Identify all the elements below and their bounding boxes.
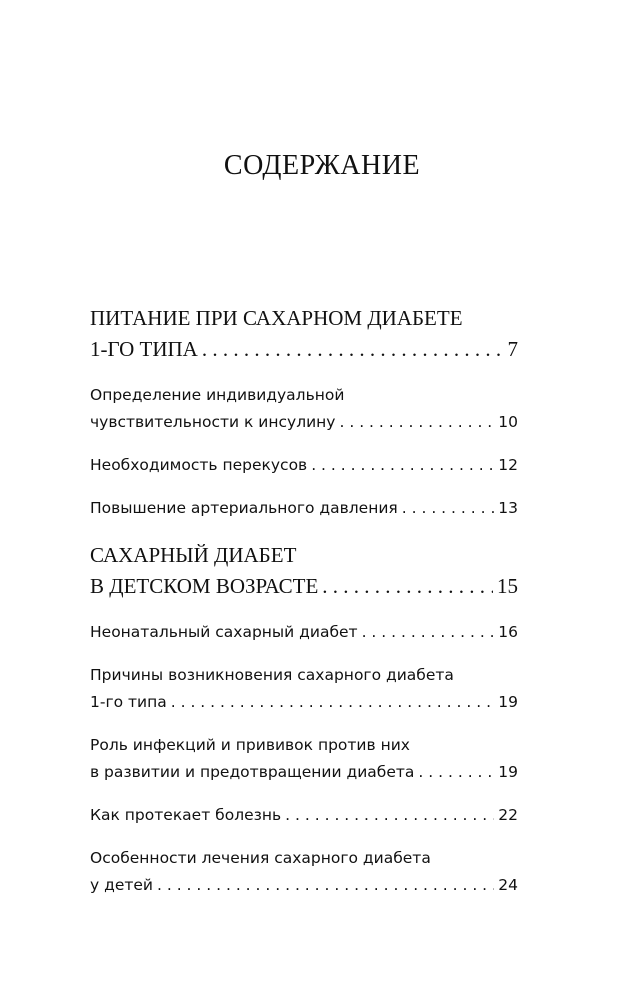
dot-leader — [322, 571, 493, 602]
dot-leader — [311, 452, 494, 479]
page-number: 19 — [498, 763, 518, 781]
toc-entry-text: у детей — [90, 876, 153, 894]
toc-chapter-1[interactable] — [90, 303, 518, 365]
page-number: 7 — [507, 337, 518, 361]
toc-entry-text: Повышение артериального давления — [90, 499, 398, 517]
dot-leader — [362, 619, 495, 646]
toc-entry-text: Необходимость перекусов — [90, 456, 308, 474]
toc-entry-text: 1-ГО ТИПА — [90, 337, 198, 361]
toc-entry-text: В ДЕТСКОМ ВОЗРАСТЕ — [90, 574, 319, 598]
page-number: 15 — [497, 574, 518, 598]
dot-leader — [285, 802, 494, 829]
dot-leader — [157, 872, 494, 899]
toc-section-2[interactable] — [90, 452, 518, 479]
dot-leader — [202, 334, 504, 365]
toc-section-6[interactable] — [90, 732, 518, 786]
toc-entry-text: 1-го типа — [90, 693, 167, 711]
page-number: 16 — [498, 623, 518, 641]
toc-entry-text: чувствительности к инсулину — [90, 413, 336, 431]
page-number: 13 — [498, 499, 518, 517]
dot-leader — [339, 409, 494, 436]
toc-entry-text: ПИТАНИЕ ПРИ САХАРНОМ ДИАБЕТЕ — [90, 306, 463, 330]
page-number: 12 — [498, 456, 518, 474]
toc-chapter-2[interactable] — [90, 540, 518, 602]
toc-section-3[interactable] — [90, 495, 518, 522]
page-title: СОДЕРЖАНИЕ — [223, 150, 421, 181]
toc-section-7[interactable] — [90, 802, 518, 829]
toc-section-5[interactable] — [90, 662, 518, 716]
toc-entry-text: Особенности лечения сахарного диабета — [90, 849, 431, 867]
dot-leader — [171, 689, 495, 716]
toc-entry-text: в развитии и предотвращении диабета — [90, 763, 415, 781]
dot-leader — [402, 495, 495, 522]
page-number: 24 — [498, 876, 518, 894]
toc-entry-text: Роль инфекций и прививок против них — [90, 736, 410, 754]
toc-entry-text: Неонатальный сахарный диабет — [90, 623, 358, 641]
toc-entry-text: САХАРНЫЙ ДИАБЕТ — [90, 543, 297, 567]
toc-section-4[interactable] — [90, 619, 518, 646]
toc-entry-text: Причины возникновения сахарного диабета — [90, 666, 454, 684]
toc-section-1[interactable] — [90, 382, 518, 436]
toc-section-8[interactable] — [90, 845, 518, 899]
page-number: 10 — [498, 413, 518, 431]
toc-entry-text: Определение индивидуальной — [90, 386, 345, 404]
page-number: 19 — [498, 693, 518, 711]
dot-leader — [418, 759, 494, 786]
page-number: 22 — [498, 806, 518, 824]
toc-entry-text: Как протекает болезнь — [90, 806, 282, 824]
table-of-contents — [90, 303, 518, 899]
